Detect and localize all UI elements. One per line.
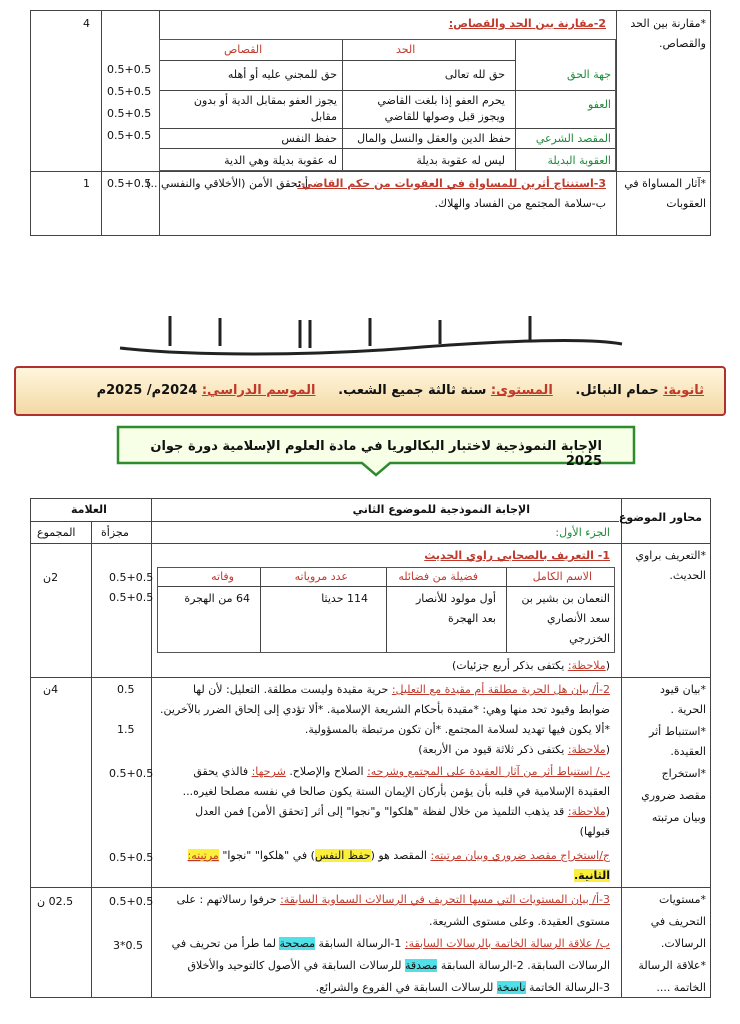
s2a-line1: [193, 683, 610, 698]
school-name: حمام النبائل.: [575, 383, 659, 398]
mark: 0.5+0.5: [109, 851, 154, 864]
page-heading: الإجابة النموذجية لاختبار البكالوريا في مادة العلوم الإسلامية دورة جوان 2025: [150, 439, 602, 469]
comparison-table: [159, 39, 616, 171]
season-value: 2024م/ 2025م: [96, 383, 198, 398]
col-hadd: الحد: [396, 43, 416, 56]
cell-virtue: أول مولود للأنصار: [415, 592, 496, 605]
effect-1: أ-تحقق الأمن (الأخلاقي والنفسي ..): [146, 177, 308, 190]
highlight-rank: الثانية.: [574, 869, 610, 882]
effect-2: ب-سلامة المجتمع من الفساد والهلاك.: [434, 197, 606, 210]
note-text: يكتفى بذكر أربع جزئيات): [451, 659, 565, 672]
s3a-line1: [177, 893, 610, 908]
s2b-note: (ملاحظة: قد يذهب التلميذ من خلال لفظة "هلكوا" و"نجوا" إلى أثر [تحقق الأمن] فمن العدل: [195, 805, 610, 818]
s3a-line2: مستوى العقيدة. وعلى مستوى الشريعة.: [429, 915, 610, 928]
s2c-line2: [574, 869, 610, 884]
s2a-line2: ضوابط وقيود تحد منها وهي: *مقيدة بأحكام الشريعة الإسلامية. *ألا تؤدي إلى إلحاق الضرر بالآخرين.: [160, 703, 610, 716]
row-label: العفو: [588, 98, 611, 111]
header-total: المجموع: [37, 526, 76, 539]
note-text: قد يذهب التلميذ من خلال لفظة "هلكوا" و"نجوا" إلى أثر [تحقق الأمن] فمن العدل: [195, 805, 565, 818]
season-label: الموسم الدراسي:: [201, 383, 316, 398]
axis-line: الرسالات.: [660, 937, 706, 950]
level-label: المستوى:: [490, 383, 553, 398]
s2b-line2: العقيدة الإسلامية في قلبه بأن يؤمن بأركان الإيمان الستة يكون صالحا في نفسه مصلحا لغيره...: [182, 785, 610, 798]
total-mark: 4: [83, 17, 90, 30]
section-title-equality: 3-استنتاج أثرين للمساواة في العقوبات من حكم القاضي:: [297, 177, 606, 190]
header-grade: العلامة: [71, 503, 107, 516]
s3b-text4: للرسالات السابقة في الأصول كالتوحيد والأخلاق: [187, 959, 402, 972]
axis-narrator: *التعريف براوي: [635, 549, 706, 562]
s2b-title: ب/ استنباط أثر من آثار العقيدة على المجتمع وشرحه:: [367, 765, 610, 778]
axis-comparison-2: والقصاص.: [659, 37, 706, 50]
cell-qisas: مقابل: [310, 110, 337, 123]
highlight-correcting: مصححة: [279, 937, 315, 950]
highlight-abrogating: ناسخة: [496, 981, 526, 994]
cell-qisas: حفظ النفس: [281, 132, 337, 145]
total-mark: 4ن: [43, 683, 59, 696]
s2a-note: (ملاحظة: يكتفى ذكر ثلاثة قيود من الأربعة): [418, 743, 610, 756]
note-label: ملاحظة:: [567, 743, 606, 756]
mark: 0.5+0.5: [107, 129, 152, 142]
total-mark: 1: [83, 177, 90, 190]
axis-line: التحريف في: [650, 915, 706, 928]
cell-name: النعمان بن بشير بن: [521, 592, 610, 605]
mark: 0.5+0.5: [107, 85, 152, 98]
mark: 0.5*3: [113, 939, 143, 952]
s2a-line3: *ألا يكون فيها تهديد لسلامة المجتمع. *أن تكون مرتبطة بالمسؤولية.: [304, 723, 610, 736]
axis-line: *استخراج: [661, 767, 706, 780]
axis-narrator-2: الحديث.: [669, 569, 706, 582]
s3b-text: 1-الرسالة السابقة: [318, 937, 402, 950]
banner-line: [97, 383, 704, 398]
note-label: ملاحظة:: [567, 659, 606, 672]
s2c-rank-label: مرتبته:: [187, 849, 219, 862]
cell-qisas: له عقوبة بديلة وهي الدية: [224, 154, 337, 167]
mark: 0.5+0.5: [109, 767, 154, 780]
row-label: المقصد الشرعي: [535, 132, 611, 145]
answer-table: [30, 498, 711, 998]
s2c-text2: في "هلكوا" "نجوا": [222, 849, 308, 862]
cell-hadd: حفظ الدين والعقل والنسل والمال: [357, 132, 511, 145]
s3b-title: ب/ علاقة الرسالة الخاتمة بالرسالات السابقة:: [404, 937, 610, 950]
col-count: عدد مروياته: [294, 570, 348, 583]
s2c-text: المقصد هو: [378, 849, 427, 862]
axis-line: الخاتمة ....: [656, 981, 706, 994]
s2a-text: حرية مقيدة وليست مطلقة. التعليل: لأن لها: [192, 683, 389, 696]
s3b-text6: للرسالات السابقة في الفروع والشرائع.: [315, 981, 494, 994]
s3b-text5: 3-الرسالة الخاتمة: [529, 981, 610, 994]
header-partial: مجزأة: [101, 526, 129, 539]
heading-arrow: [116, 425, 636, 477]
header-axes: محاور الموضوع: [618, 511, 702, 524]
s2c-line1: ج/استخراج مقصد ضروري وبيان مرتبته: المقصد هو (حفظ النفس) في "هلكوا" "نجوا" مرتبته:: [187, 849, 610, 862]
cell-count: 114 حديثا: [321, 592, 368, 605]
col-death: وفاته: [211, 570, 234, 583]
s2b-explain-label: شرحها:: [251, 765, 286, 778]
mark: 0.5+0.5: [107, 177, 152, 190]
basmala-calligraphy: [110, 308, 630, 364]
axis-line: *بيان قيود: [660, 683, 706, 696]
school-label: ثانوية:: [663, 383, 704, 398]
axis-line: العقيدة.: [670, 745, 706, 758]
s3b-line3: [316, 981, 610, 996]
cell-hadd: حق لله تعالى: [444, 68, 505, 81]
mark: 0.5+0.5: [109, 571, 154, 584]
axis-line: مقصد ضروري: [641, 789, 706, 802]
cell-name: سعد الأنصاري: [547, 612, 610, 625]
col-virtue: فضيلة من فضائله: [398, 570, 478, 583]
mark: 0.5+0.5: [109, 895, 154, 908]
axis-line: الحرية .: [670, 703, 706, 716]
cell-hadd: ويجوز قبل وصولها للقاضي: [384, 110, 505, 123]
axis-equality: *آثار المساواة في: [624, 177, 706, 190]
school-banner: [14, 366, 726, 416]
cell-virtue: بعد الهجرة: [447, 612, 496, 625]
axis-line: *علاقة الرسالة: [638, 959, 706, 972]
s2b-explain: فالذي يحقق: [193, 765, 249, 778]
s3b-text2: لما طرأ من تحريف في: [171, 937, 276, 950]
cell-hadd: ليس له عقوبة بديلة: [416, 154, 505, 167]
highlight-purpose: حفظ النفس: [314, 849, 371, 862]
s3a-text: حرفوا رسالاتهم : على: [176, 893, 277, 906]
section-title-comparison: 2-مقارنة بين الحد والقصاص:: [448, 17, 606, 30]
axis-line: وبيان مرتبته: [651, 811, 706, 824]
cell-hadd: يحرم العفو إذا بلغت القاضي: [377, 94, 505, 107]
s1-note: (ملاحظة: يكتفى بذكر أربع جزئيات): [451, 659, 610, 672]
total-mark: 2ن: [43, 571, 59, 584]
s2a-title: 2-أ/ بيان هل الحرية مطلقة أم مقيدة مع التعليل:: [391, 683, 610, 696]
header-answer: الإجابة النموذجية للموضوع الثاني: [352, 503, 530, 516]
s3b-line2: [188, 959, 610, 974]
s2c-title: ج/استخراج مقصد ضروري وبيان مرتبته:: [430, 849, 610, 862]
cell-qisas: يجوز العفو بمقابل الدية أو بدون: [193, 94, 337, 107]
axis-comparison: *مقارنة بين الحد: [630, 17, 706, 30]
mark: 0.5+0.5: [107, 107, 152, 120]
s3b-text3: الرسالات السابقة. 2-الرسالة السابقة: [440, 959, 610, 972]
col-qisas: القصاص: [224, 43, 263, 56]
note-text: يكتفى ذكر ثلاثة قيود من الأربعة): [418, 743, 565, 756]
mark: 0.5+0.5: [109, 591, 154, 604]
cell-name: الخزرجي: [569, 632, 610, 645]
axis-line: *مستويات: [659, 893, 706, 906]
s2b-effect: الصلاح والإصلاح.: [289, 765, 364, 778]
s3b-line1: [172, 937, 610, 952]
answer-table-previous-page: [30, 10, 711, 236]
s2b-line1: [193, 765, 610, 780]
narrator-table: [157, 567, 615, 653]
mark: 0.5+0.5: [107, 63, 152, 76]
level-value: سنة ثالثة جميع الشعب.: [338, 383, 487, 398]
s2b-line4: قبولها): [579, 825, 610, 838]
s1-title: 1- التعريف بالصحابي راوي الحديث: [424, 549, 610, 562]
note-label: ملاحظة:: [567, 805, 606, 818]
axis-equality-2: العقوبات: [666, 197, 706, 210]
col-name: الاسم الكامل: [532, 570, 592, 583]
row-label: العقوبة البديلة: [547, 154, 611, 167]
cell-death: 64 من الهجرة: [184, 592, 250, 605]
part-label: الجزء الأول:: [555, 526, 610, 539]
row-label: جهة الحق: [567, 68, 611, 81]
total-mark: 02.5 ن: [37, 895, 74, 908]
mark: 0.5: [117, 683, 135, 696]
axis-line: *استنباط أثر: [649, 725, 706, 738]
s3a-title: 3-أ/ بيان المستويات التي مسها التحريف في الرسالات السماوية السابقة:: [280, 893, 610, 906]
highlight-confirming: مصدقة: [405, 959, 438, 972]
cell-qisas: حق للمجني عليه أو أهله: [227, 68, 337, 81]
mark: 1.5: [117, 723, 135, 736]
